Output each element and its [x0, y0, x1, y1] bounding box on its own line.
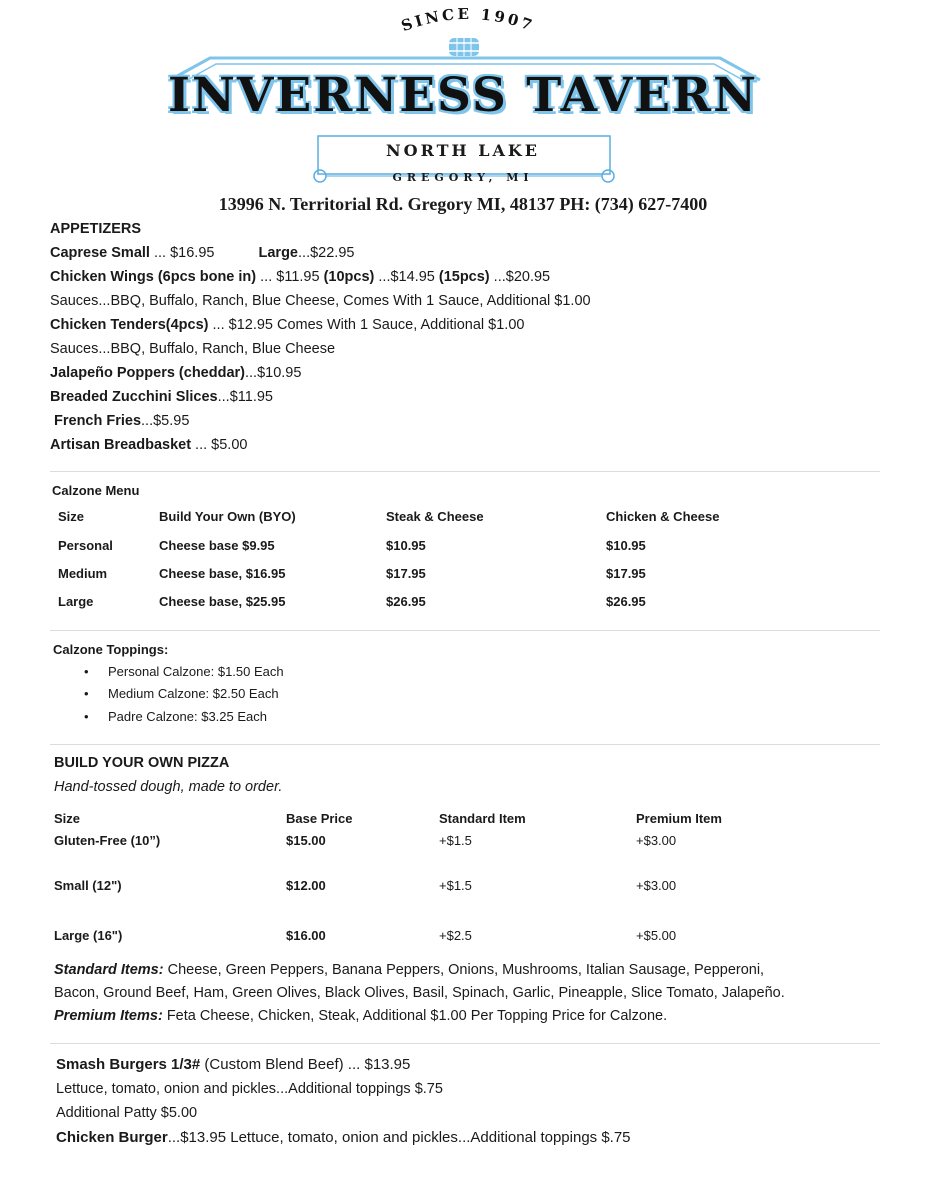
pizza-row-base: $16.00	[286, 928, 326, 943]
pizza-row-premium: +$3.00	[636, 878, 677, 893]
pizza-col-size: Size	[54, 811, 81, 826]
premium-items-text: Feta Cheese, Chicken, Steak, Additional $1.00 Per Topping Price for Calzone.	[162, 1008, 668, 1024]
bread-price: ... $5.00	[191, 437, 248, 453]
calzone-heading: Calzone Menu	[52, 483, 140, 498]
caprese-large-label: Large	[258, 245, 299, 261]
poppers-label: Jalapeño Poppers (cheddar)	[50, 365, 245, 381]
zucchini-line	[50, 389, 273, 405]
calzone-row-steak: $26.95	[386, 594, 426, 609]
svg-text:SINCE 1907: SINCE 1907	[398, 6, 538, 36]
calzone-row-chicken: $26.95	[606, 594, 646, 609]
premium-items-line	[54, 1008, 667, 1024]
wings-price-15: ...$20.95	[489, 269, 551, 285]
pizza-col-base: Base Price	[286, 811, 353, 826]
additional-patty: Additional Patty $5.00	[56, 1105, 198, 1121]
pizza-row-size: Gluten-Free (10”)	[54, 833, 161, 848]
divider	[50, 744, 880, 745]
smash-burger-line	[56, 1056, 410, 1073]
calzone-row-chicken: $10.95	[606, 538, 646, 553]
caprese-small-label: Caprese Small	[50, 245, 150, 261]
pizza-row-base: $12.00	[286, 878, 326, 893]
calzone-row-byo: Cheese base, $16.95	[159, 566, 286, 581]
calzone-col-byo: Build Your Own (BYO)	[159, 509, 296, 524]
tavern-title: INVERNESS TAVERN	[167, 68, 759, 123]
address-phone: 13996 N. Territorial Rd. Gregory MI, 48137 PH: (734) 627-7400	[218, 194, 708, 214]
caprese-large-price: ...$22.95	[298, 245, 355, 261]
calzone-row-steak: $17.95	[386, 566, 426, 581]
calzone-row-size: Medium	[58, 566, 108, 581]
pizza-row-standard: +$1.5	[439, 833, 472, 848]
fries-price: ...$5.95	[141, 413, 190, 429]
zucchini-price: ...$11.95	[217, 389, 273, 405]
standard-items-line-2: Bacon, Ground Beef, Ham, Green Olives, Black Olives, Basil, Spinach, Garlic, Pineapple, Slice Tomato, Jalapeño.	[54, 985, 785, 1001]
smash-burger-label: Smash Burgers 1/3#	[56, 1056, 201, 1073]
calzone-row-byo: Cheese base, $25.95	[159, 594, 286, 609]
list-item: • Padre Calzone: $3.25 Each	[108, 709, 267, 724]
poppers-price: ...$10.95	[245, 365, 302, 381]
calzone-row-steak: $10.95	[386, 538, 426, 553]
divider	[50, 630, 880, 631]
calzone-col-size: Size	[58, 509, 85, 524]
caprese-small-price: ... $16.95	[149, 245, 215, 261]
calzone-col-chicken: Chicken & Cheese	[606, 509, 720, 524]
wings-line	[50, 269, 550, 285]
fries-line	[54, 413, 189, 429]
tenders-label: Chicken Tenders(4pcs)	[50, 317, 209, 333]
standard-items-line	[54, 962, 764, 978]
pizza-row-base: $15.00	[286, 833, 326, 848]
wings-price-6: ... $11.95	[256, 269, 324, 285]
calzone-col-steak: Steak & Cheese	[386, 509, 484, 524]
bread-line	[50, 437, 247, 453]
smash-burger-price: (Custom Blend Beef) ... $13.95	[200, 1056, 411, 1073]
pizza-row-standard: +$2.5	[439, 928, 472, 943]
wings-label: Chicken Wings (6pcs bone in)	[50, 269, 257, 285]
wings-sauces: Sauces...BBQ, Buffalo, Ranch, Blue Cheese, Comes With 1 Sauce, Additional $1.00	[50, 293, 591, 309]
tenders-line	[50, 317, 524, 333]
list-item: • Personal Calzone: $1.50 Each	[108, 664, 284, 679]
premium-items-label: Premium Items:	[54, 1008, 163, 1024]
pizza-tagline: Hand-tossed dough, made to order.	[54, 779, 283, 795]
since-1907-arc-text	[383, 6, 553, 38]
caprese-line	[50, 245, 354, 261]
tenders-price: ... $12.95 Comes With 1 Sauce, Additional $1.00	[208, 317, 525, 333]
divider	[50, 471, 880, 472]
bread-label: Artisan Breadbasket	[50, 437, 192, 453]
tenders-sauces: Sauces...BBQ, Buffalo, Ranch, Blue Cheese	[50, 341, 336, 357]
calzone-row-byo: Cheese base $9.95	[159, 538, 275, 553]
zucchini-label: Breaded Zucchini Slices	[50, 389, 218, 405]
poppers-line	[50, 365, 301, 381]
divider	[50, 1043, 880, 1044]
standard-items-label: Standard Items:	[54, 962, 164, 978]
chicken-burger-price: ...$13.95 Lettuce, tomato, onion and pickles...Additional toppings $.75	[167, 1129, 631, 1146]
wings-price-10: ...$14.95	[374, 269, 439, 285]
town-label: GREGORY, MI	[392, 171, 534, 184]
location-subtitle: NORTH LAKE	[386, 141, 540, 160]
pizza-col-premium: Premium Item	[636, 811, 722, 826]
chicken-burger-label: Chicken Burger	[56, 1129, 168, 1146]
calzone-row-size: Personal	[58, 538, 113, 553]
calzone-toppings-heading: Calzone Toppings:	[53, 642, 169, 657]
pizza-row-premium: +$5.00	[636, 928, 677, 943]
pizza-heading: BUILD YOUR OWN PIZZA	[54, 755, 230, 771]
wings-label-15: (15pcs)	[438, 269, 490, 285]
smash-burger-desc: Lettuce, tomato, onion and pickles...Additional toppings $.75	[56, 1081, 443, 1097]
pizza-row-standard: +$1.5	[439, 878, 472, 893]
wings-label-10: (10pcs)	[323, 269, 375, 285]
fries-label: French Fries	[54, 413, 142, 429]
pizza-row-premium: +$3.00	[636, 833, 677, 848]
standard-items-text: Cheese, Green Peppers, Banana Peppers, Onions, Mushrooms, Italian Sausage, Pepperoni,	[163, 962, 765, 978]
chicken-burger-line	[56, 1129, 631, 1146]
calzone-row-chicken: $17.95	[606, 566, 646, 581]
pizza-row-size: Large (16")	[54, 928, 123, 943]
calzone-row-size: Large	[58, 594, 94, 609]
pizza-col-standard: Standard Item	[439, 811, 526, 826]
pizza-row-size: Small (12")	[54, 878, 122, 893]
list-item: • Medium Calzone: $2.50 Each	[108, 686, 279, 701]
appetizers-heading: APPETIZERS	[50, 221, 142, 237]
